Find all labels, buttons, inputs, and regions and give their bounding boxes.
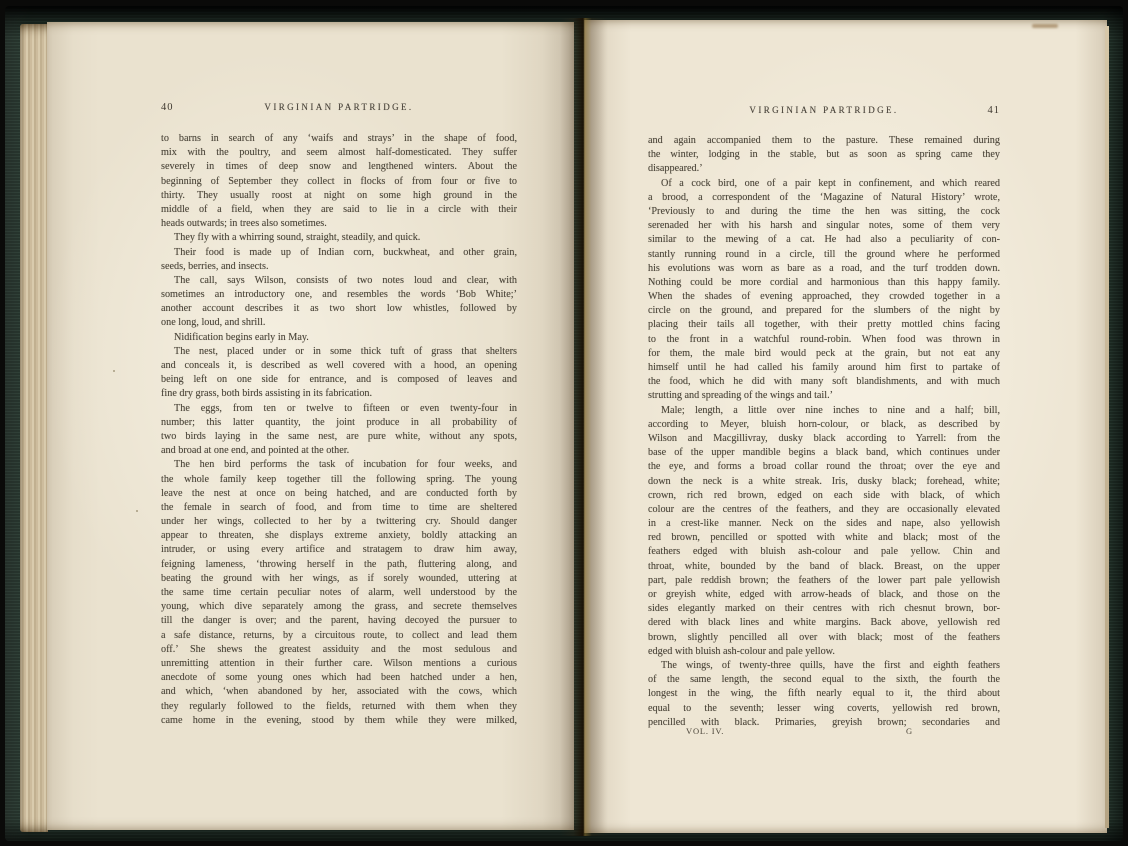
body-text — [648, 134, 1000, 730]
signature-mark: G — [906, 726, 913, 736]
text-line: and broad at one end, and pointed at the other. — [161, 445, 350, 457]
running-header-row — [648, 105, 1000, 119]
left-page — [47, 22, 574, 830]
text-line: according to Meyer, bluish horn-colour, or black, as described by — [648, 418, 1000, 430]
text-line: the eye, and forms a broad collar round the throat; over the eye and — [648, 461, 1000, 473]
text-line: the same time certain peculiar notes of alarm, well understood by the — [161, 587, 517, 598]
text-line: under her wings, collected to her by a twittering cry. Should danger — [161, 516, 517, 528]
text-line: mix with the poultry, and seem almost half-domesticated. They suffer — [161, 147, 517, 159]
text-line: The nest, placed under or in some thick tuft of grass that shelters — [174, 345, 517, 357]
stain — [1032, 24, 1058, 28]
text-line: two birds laying in the same nest, are pure white, without any spots, — [161, 430, 517, 442]
text-line: throat, white, bounded by the band of black. Breast, on the upper — [648, 560, 1000, 572]
text-line: the winter, lodging in the stable, but as soon as spring came they — [648, 149, 1000, 161]
foxing-speck — [136, 510, 138, 512]
text-line: The call, says Wilson, consists of two notes loud and clear, with — [174, 274, 517, 286]
text-line: Nidification begins early in May. — [174, 331, 309, 343]
text-line: one long, loud, and shrill. — [161, 317, 266, 329]
text-line: and conceals it, is described as well covered with a hood, an opening — [161, 360, 517, 371]
body-text — [161, 132, 517, 728]
text-line: being left on one side for entrance, and is composed of leaves and — [161, 374, 517, 386]
text-line: ‘Previously to and during the time the hen was sitting, the cock — [648, 205, 1000, 217]
text-line: placing their tails all together, with their pretty mottled chins facing — [648, 319, 1000, 331]
text-line: sometimes an introductory one, and resembles the words ‘Bob White;’ — [161, 289, 517, 301]
text-line: longest in the wing, the fifth nearly equal to it, the third about — [648, 688, 1000, 700]
text-line: Nothing could be more cordial and harmonious than this happy family. — [648, 276, 1000, 288]
text-line: a safe distance, returns, by a circuitous route, to collect and lead them — [161, 629, 517, 641]
text-line: base of the upper mandible begins a black band, which continues under — [648, 447, 1000, 459]
text-line: came home in the evening, stood by them while they were milked, — [161, 714, 517, 726]
text-line: thirty. They usually roost at night on some high ground in the — [161, 189, 517, 201]
text-line: middle of a field, when they are said to lie in a circle with their — [161, 203, 517, 215]
text-line: The eggs, from ten or twelve to fifteen or even twenty-four in — [174, 402, 517, 414]
text-line: they regularly followed to the fields, returned with them when they — [161, 700, 517, 712]
text-line: the whole family keep together till the following spring. The young — [161, 473, 517, 485]
text-line: anecdote of some young ones which had been hatched under a hen, — [161, 672, 517, 684]
text-line: severely in times of deep snow and lengthened winters. About the — [161, 161, 517, 173]
running-header-row — [161, 102, 517, 116]
page-edge-stack — [20, 24, 48, 832]
text-line: to the front in a watchful round-robin. When food was thrown in — [648, 333, 1000, 345]
text-line: Their food is made up of Indian corn, buckwheat, and other grain, — [174, 246, 517, 258]
text-line: and which, ‘when abandoned by her, associated with the cows, which — [161, 686, 517, 698]
text-line: part, pale reddish brown; the feathers of the lower part pale yellowish — [648, 574, 1000, 586]
text-line: fine dry grass, both birds assisting in its fabrication. — [161, 388, 373, 400]
text-column — [648, 20, 1000, 833]
text-line: seeds, berries, and insects. — [161, 260, 269, 272]
footer-volume-label: VOL. IV. — [686, 726, 725, 736]
text-line: his evolutions was worn as bare as a road, and the turf trodden down. — [648, 262, 1000, 274]
text-line: edged with bluish ash-colour and pale yellow. — [648, 645, 835, 657]
text-line: similar to the mewing of a cat. He had also a peculiarity of con- — [648, 234, 1000, 246]
running-header: VIRGINIAN PARTRIDGE. — [749, 105, 899, 115]
text-line: the food, which he did with many soft blandishments, and with much — [648, 376, 1000, 388]
text-line: feigning lameness, ‘throwing herself in the path, fluttering along, and — [161, 558, 517, 570]
text-line: unremitting attention in their further care. Wilson mentions a curious — [161, 657, 517, 669]
text-line: The wings, of twenty-three quills, have the first and eighth feathers — [661, 659, 1000, 671]
text-line: beating the ground with her wings, as if sorely wounded, uttering at — [161, 572, 517, 584]
page-number: 41 — [987, 105, 1000, 116]
text-line: down the neck is a white streak. Iris, dusky black; forehead, white; — [648, 475, 1000, 487]
text-line: disappeared.’ — [648, 163, 703, 175]
text-line: strutting and spreading of the wings and tail.’ — [648, 390, 834, 402]
text-line: heads outwards; in trees also sometimes. — [161, 218, 327, 230]
text-line: young, which dive separately among the grass, and secrete themselves — [161, 601, 517, 613]
text-line: equal to the seventh; lesser wing coverts, yellowish red brown, — [648, 702, 1000, 714]
text-line: The hen bird performs the task of incubation for four weeks, and — [174, 459, 517, 471]
text-line: number; this latter quantity, the joint produce in all probability of — [161, 416, 517, 428]
text-line: for them, the male bird would peck at the grain, but not eat any — [648, 347, 1000, 359]
text-line: When the shades of evening approached, they crowded together in a — [648, 291, 1000, 303]
text-line: pencilled with black. Primaries, greyish brown; secondaries and — [648, 716, 1000, 728]
text-line: colour are the centres of the feathers, and they are occasionally elevated — [648, 503, 1000, 515]
text-line: intruder, or using every artifice and stratagem to draw him away, — [161, 544, 517, 556]
text-line: a brood, a correspondent of the ‘Magazine of Natural History’ wrote, — [648, 191, 1000, 203]
text-line: off.’ She shews the greatest assiduity and the most sedulous and — [161, 643, 517, 655]
text-line: dered with black lines and white margins. Back above, yellowish red — [648, 617, 1000, 629]
text-line: stantly running round in a circle, till the ground where he performed — [648, 248, 1000, 260]
text-line: leave the nest at once on being hatched, and are conducted forth by — [161, 487, 517, 499]
foxing-speck — [113, 370, 115, 372]
right-page-fore-edge — [1105, 26, 1109, 828]
text-line: himself until he had called his family around him first to partake of — [648, 362, 1000, 373]
text-line: beginning of September they collect in flocks of from four or five to — [161, 175, 517, 187]
text-line: of the same length, the second equal to the sixth, the fourth the — [648, 674, 1000, 686]
text-line: and again accompanied them to the pasture. These remained during — [648, 135, 1000, 146]
text-line: another account describes it as two short low whistles, followed by — [161, 303, 517, 315]
text-line: red brown, pencilled or spotted with white and black; most of the — [648, 532, 1000, 544]
text-line: in a crest-like manner. Neck on the sides and nape, also yellowish — [648, 518, 1000, 530]
running-header: VIRGINIAN PARTRIDGE. — [264, 102, 414, 112]
right-page — [584, 20, 1107, 833]
text-line: Male; length, a little over nine inches to nine and a half; bill, — [661, 404, 1000, 416]
text-line: They fly with a whirring sound, straight, steadily, and quick. — [174, 232, 421, 244]
page-number: 40 — [161, 102, 174, 113]
text-column — [161, 22, 517, 830]
text-line: feathers edged with bluish ash-colour and pale yellow. Chin and — [648, 546, 1000, 558]
text-line: the female in search of food, and from time to time are sheltered — [161, 501, 517, 513]
text-line: to barns in search of any ‘waifs and strays’ in the shape of food, — [161, 133, 517, 144]
text-line: Wilson and Macgillivray, dusky black according to Yarrell: from the — [648, 432, 1000, 444]
text-line: Of a cock bird, one of a pair kept in confinement, and which reared — [661, 177, 1000, 189]
page-footer — [648, 726, 1000, 738]
text-line: or greyish white, edged with arrow-heads of black, and those on the — [648, 589, 1000, 600]
text-line: serenaded her with his harsh and singular notes, some of them very — [648, 220, 1000, 232]
text-line: circle on the ground, and prepared for the slumbers of the night by — [648, 305, 1000, 317]
text-line: till the danger is over; and the parent, having decoyed the pursuer to — [161, 615, 517, 627]
text-line: appear to threaten, she displays extreme anxiety, boldly attacking an — [161, 530, 517, 542]
text-line: sides elegantly marked on their centres with rich chesnut brown, bor- — [648, 603, 1000, 615]
text-line: crown, rich red brown, edged on each side with black, of which — [648, 489, 1000, 501]
text-line: brown, slightly pencilled all over with black; most of the feathers — [648, 631, 1000, 643]
